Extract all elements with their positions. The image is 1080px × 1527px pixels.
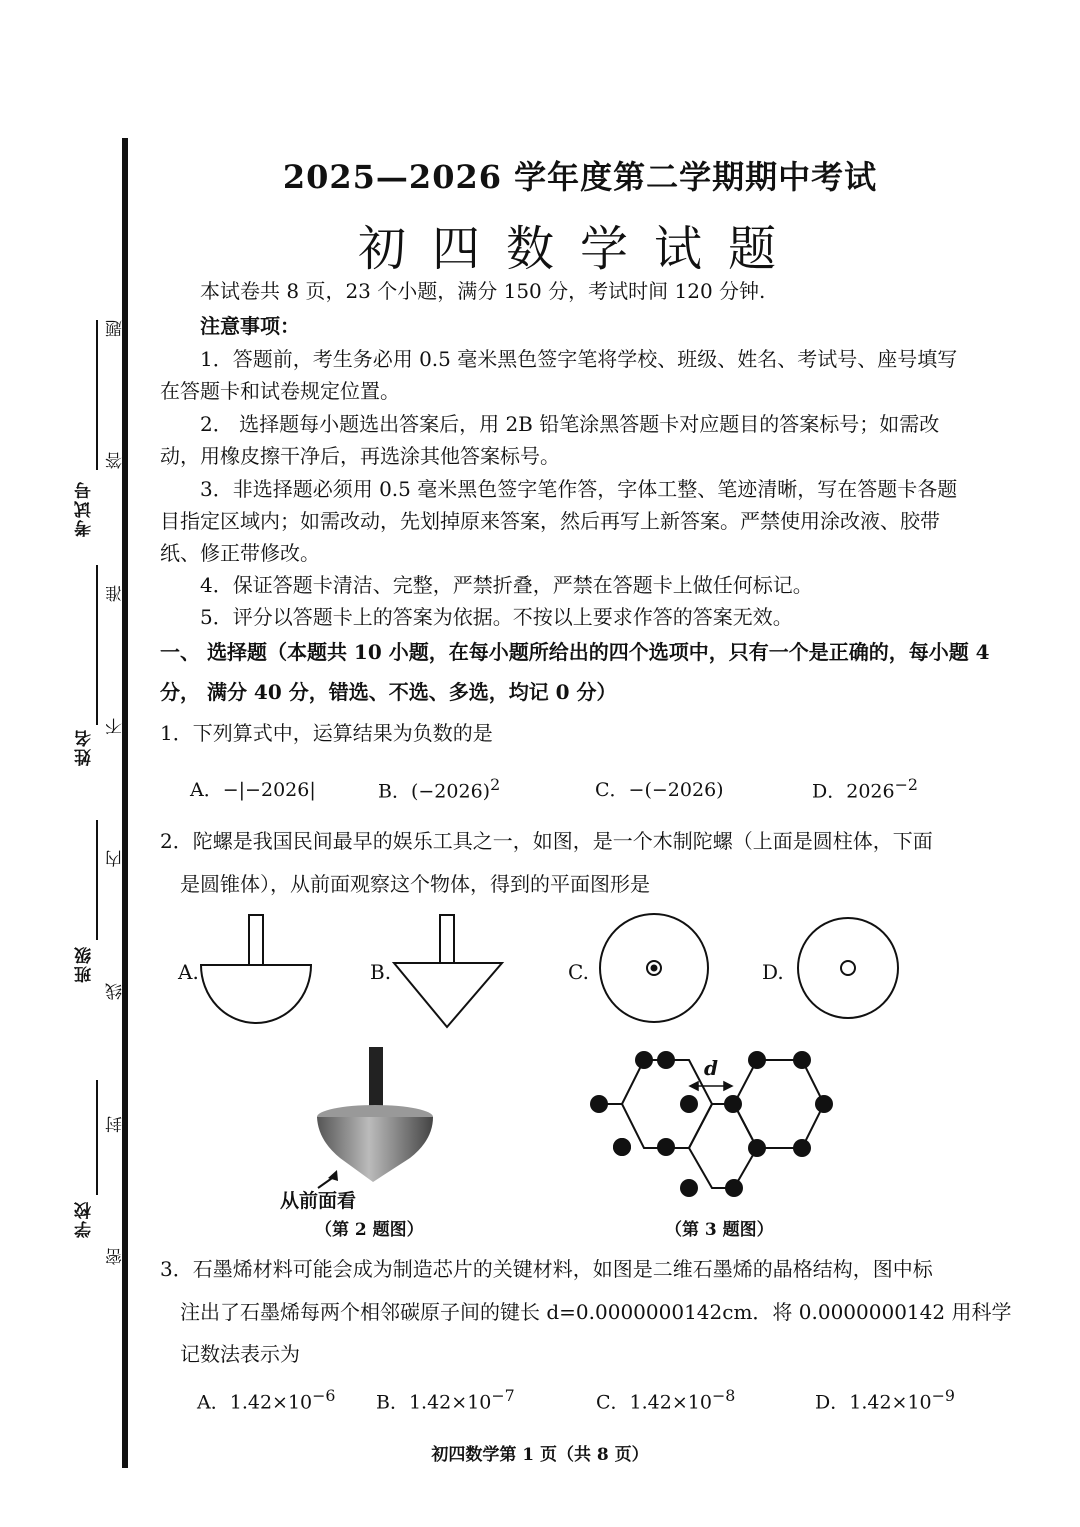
notice-line: 1．答题前，考生务必用 0.5 毫米黑色签字笔将学校、班级、姓名、考试号、座号填写 xyxy=(200,347,958,371)
q2-figure-a xyxy=(201,915,311,1023)
exam-title: 2025—2026 学年度第二学期期中考试 xyxy=(282,158,878,196)
q1-option-c: C．−(−2026) xyxy=(595,779,724,801)
section-heading: 一、 选择题（本题共 10 小题，在每小题所给出的四个选项中，只有一个是正确的，每小题 4 xyxy=(160,640,990,664)
bond-length-label: d xyxy=(704,1056,718,1080)
q3-option-b: B．$1.42\times 10^{-7}$ xyxy=(376,1386,515,1414)
q2-option-d-label: D. xyxy=(762,960,784,984)
name-label: 姓名 xyxy=(75,728,95,766)
seal-char: 不 xyxy=(106,718,126,735)
q2-figure-c xyxy=(600,914,708,1022)
front-view-label: 从前面看 xyxy=(280,1190,357,1212)
question-3-stem-cont: 记数法表示为 xyxy=(180,1342,300,1366)
seal-char: 密 xyxy=(106,1248,126,1265)
seal-char: 答 xyxy=(106,452,126,469)
q2-option-c-label: C. xyxy=(568,960,589,984)
seal-char: 线 xyxy=(106,983,126,1000)
q3-option-a: A．$1.42\times 10^{-6}$ xyxy=(197,1386,336,1414)
section-heading-cont: 分， 满分 40 分，错选、不选、多选，均记 0 分） xyxy=(160,680,617,704)
q2-option-b-label: B. xyxy=(370,960,392,984)
notice-line: 目指定区域内；如需改动，先划掉原来答案，然后再写上新答案。严禁使用涂改液、胶带 xyxy=(160,509,940,533)
notice-line: 在答题卡和试卷规定位置。 xyxy=(160,379,400,403)
seal-char: 封 xyxy=(106,1116,126,1133)
q3-option-d: D．$1.42\times 10^{-9}$ xyxy=(815,1386,955,1414)
q2-option-a-label: A. xyxy=(178,960,199,984)
question-3-stem: 3．石墨烯材料可能会成为制造芯片的关键材料，如图是二维石墨烯的晶格结构，图中标 xyxy=(160,1257,933,1281)
notice-heading: 注意事项： xyxy=(200,314,300,338)
page-footer: 初四数学第 1 页（共 8 页） xyxy=(431,1445,649,1465)
notice-line: 4．保证答题卡清洁、完整，严禁折叠，严禁在答题卡上做任何标记。 xyxy=(200,573,813,597)
question-3-stem-cont: 注出了石墨烯每两个相邻碳原子间的键长 d=0.0000000142cm．将 0.0000000142 用科学 xyxy=(180,1300,1012,1324)
spinning-top-figure xyxy=(317,1047,433,1188)
bond-length-arrow xyxy=(690,1082,732,1090)
class-label: 班级 xyxy=(75,945,95,983)
subject-title: 初四数学试题 xyxy=(357,221,802,277)
exam-number-label: 考试号 xyxy=(75,480,95,537)
seal-char: 题 xyxy=(106,320,126,337)
seal-char: 内 xyxy=(106,850,126,867)
q3-figure-caption: （第 3 题图） xyxy=(665,1220,774,1240)
notice-line: 2． 选择题每小题选出答案后，用 2B 铅笔涂黑答题卡对应题目的答案标号；如需改 xyxy=(200,412,940,436)
seal-char: 准 xyxy=(106,585,126,602)
q1-option-b: B．$(-2026)^2$ xyxy=(378,775,501,803)
school-label: 学校 xyxy=(75,1200,95,1238)
q1-option-d: D．$2026^{-2}$ xyxy=(812,775,918,803)
notice-line: 纸、修正带修改。 xyxy=(160,541,320,565)
question-1-stem: 1．下列算式中，运算结果为负数的是 xyxy=(160,721,493,745)
question-2-stem: 2．陀螺是我国民间最早的娱乐工具之一，如图，是一个木制陀螺（上面是圆柱体，下面 xyxy=(160,829,933,853)
notice-line: 动，用橡皮擦干净后，再选涂其他答案标号。 xyxy=(160,444,560,468)
intro-text: 本试卷共 8 页，23 个小题，满分 150 分，考试时间 120 分钟. xyxy=(200,279,766,303)
notice-line: 3．非选择题必须用 0.5 毫米黑色签字笔作答，字体工整、笔迹清晰，写在答题卡各题 xyxy=(200,477,958,501)
notice-line: 5．评分以答题卡上的答案为依据。不按以上要求作答的答案无效。 xyxy=(200,605,793,629)
question-2-stem-cont: 是圆锥体），从前面观察这个物体，得到的平面图形是 xyxy=(180,872,650,896)
q1-option-a: A．−|−2026| xyxy=(190,779,316,801)
q2-figure-d xyxy=(798,918,898,1018)
q2-figure-b xyxy=(394,915,502,1027)
q3-option-c: C．$1.42\times 10^{-8}$ xyxy=(596,1386,736,1414)
q2-figure-caption: （第 2 题图） xyxy=(315,1220,424,1240)
